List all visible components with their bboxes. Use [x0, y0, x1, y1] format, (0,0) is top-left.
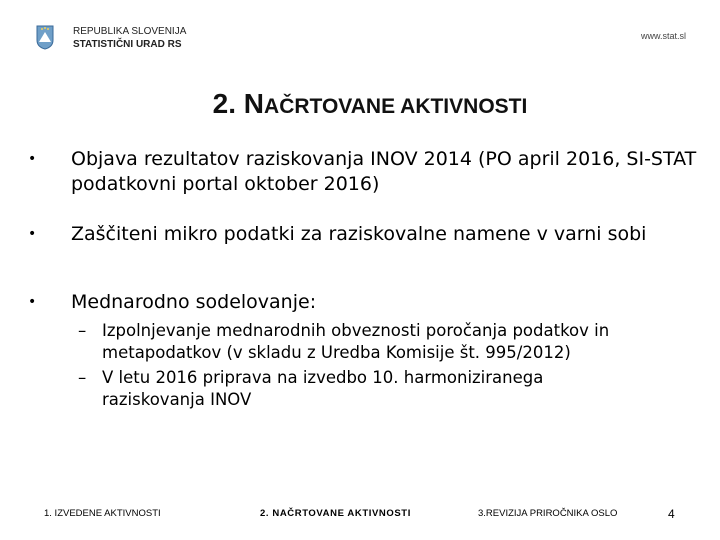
bullet-text: Zaščiteni mikro podatki za raziskovalne namene v varni sobi	[71, 223, 647, 245]
website-url: www.stat.sl	[640, 31, 686, 41]
org-line-2: STATISTIČNI URAD RS	[73, 39, 182, 50]
bullet-marker: •	[28, 294, 37, 310]
sub-bullet-text: Izpolnjevanje mednarodnih obveznosti poročanja podatkov in metapodatkov (v skladu z Uredba Komisije št. 995/2012)	[102, 321, 610, 362]
footer-nav-2-current[interactable]: 2. NAČRTOVANE AKTIVNOSTI	[260, 508, 411, 519]
title-first: 2. N	[212, 88, 265, 119]
org-line-1: REPUBLIKA SLOVENIJA	[73, 26, 187, 37]
title-rest: AČRTOVANE AKTIVNOSTI	[264, 95, 528, 118]
bullet-marker: •	[28, 151, 37, 167]
slide-title	[0, 88, 720, 120]
bullet-text: Mednarodno sodelovanje:	[71, 291, 317, 313]
sub-bullet-text: V letu 2016 priprava na izvedbo 10. harmoniziranega raziskovanja INOV	[102, 368, 544, 409]
bullet-text: Objava rezultatov raziskovanja INOV 2014 (PO april 2016, SI-STAT podatkovni portal oktober 2016)	[71, 148, 697, 195]
slovenia-coat-of-arms-logo	[36, 24, 54, 50]
page-number: 4	[668, 507, 675, 521]
footer-nav-1[interactable]: 1. IZVEDENE AKTIVNOSTI	[44, 508, 161, 519]
dash-marker: –	[78, 368, 87, 387]
footer-nav-3[interactable]: 3.REVIZIJA PRIROČNIKA OSLO	[478, 508, 618, 519]
organization-name	[73, 25, 186, 51]
dash-marker: –	[78, 321, 87, 340]
bullet-marker: •	[28, 226, 37, 242]
